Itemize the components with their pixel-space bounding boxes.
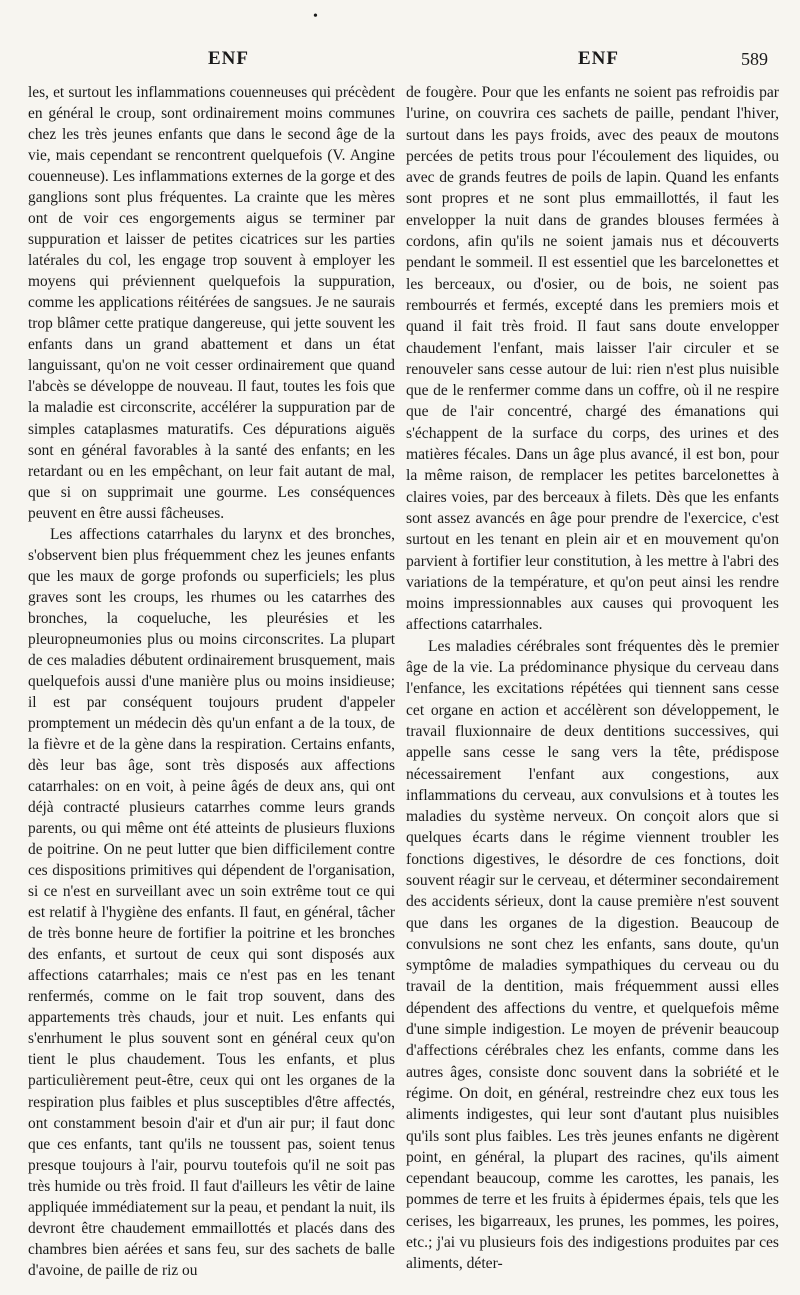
paragraph: Les affections catarrhales du larynx et des bronches, s'observent bien plus fréquemment chez les jeunes enfants que les maux de gorge profonds ou superficiels; les plus graves sont les croups, les rhumes ou les catarrhes des bronches, la coqueluche, les pleurésies et les pleuropneumonies plus ou moins circonscrites. La plupart de ces maladies débutent ordinairement brusquement, mais quelquefois aussi d'une manière plus ou moins insidieuse; il est par conséquent toujours prudent d'appeler promptement un médecin dès qu'un enfant a de la toux, de la fièvre et de la gène dans la respiration. Certains enfants, dès leur bas âge, sont très disposés aux affections catarrhales: on en voit, à peine âgés de deux ans, qui ont déjà contracté plusieurs catarrhes comme leurs grands parents, ou qui même ont été atteints de plusieurs fluxions de poitrine. On ne peut lutter que bien difficilement contre ces dispositions primitives qui dépendent de l'organisation, si ce n'est en surveillant avec un soin extrême tout ce qui est relatif à l'hygiène des enfants. Il faut, en général, tâcher de très bonne heure de fortifier la poitrine et les bronches des enfants, et surtout de ceux qui sont disposés aux affections catarrhales; mais ce n'est pas en les tenant renfermés, comme on le fait trop souvent, dans des appartements très chauds, jour et nuit. Les enfants qui s'enrhument le plus souvent sont en général ceux qu'on tient le plus chaudement. Tous les enfants, et plus particulièrement peut-être, ceux qui ont les organes de la respiration plus faibles et plus susceptibles d'être affectés, ont constamment besoin d'air et d'un air pur; il faut donc que ces enfants, tant qu'ils ne toussent pas, soient tenus presque toujours à l'air, pourvu toutefois qu'il ne soit pas très humide ou très froid. Il faut d'ailleurs les vêtir de laine appliquée immédiatement sur la peau, et pendant la nuit, ils devront être chaudement emmaillottés et placés dans des chambres bien aérées et sans feu, sur des sachets de balle d'avoine, de paille de riz ou <box>28 525 395 1279</box>
paragraph: Les maladies cérébrales sont fréquentes dès le premier âge de la vie. La prédominance physique du cerveau dans l'enfance, les excitations répétées qui tiennent sans cesse cet organe en action et accélèrent son développement, le travail fluxionnaire de deux dentitions successives, qui appelle sans cesse le sang vers la tête, prédispose nécessairement l'enfant aux congestions, aux inflammations du cerveau, aux convulsions et à toutes les maladies du système nerveux. On conçoit alors que si quelques écarts dans le régime viennent troubler les fonctions digestives, le désordre de ces fonctions, doit souvent réagir sur le cerveau, et déterminer secondairement des accidents sérieux, dont la cause première n'est souvent que dans les organes de la digestion. Beaucoup de convulsions ne sont chez les enfants, sans doute, qu'un symptôme de maladies sympathiques du cerveau ou du travail de la dentition, mais fréquemment aussi elles dépendent des affections du ventre, et quelquefois même d'une simple indigestion. Le moyen de prévenir beaucoup d'affections cérébrales chez les enfants, comme dans les autres âges, consiste donc souvent dans la sobriété et le régime. On doit, en général, restreindre chez eux tous les aliments indigestes, qui leur sont d'autant plus nuisibles qu'ils sont plus faibles. Les très jeunes enfants ne digèrent point, en général, la plupart des racines, qu'ils aiment cependant beaucoup, comme les carottes, les panais, les pommes de terre et les fruits à épidermes épais, tels que les cerises, les bigarreaux, les prunes, les pommes, les poires, etc.; j'ai vu plusieurs fois des indigestions produites par ces aliments, déter- <box>406 637 779 1273</box>
paragraph: les, et surtout les inflammations couenneuses qui précèdent en général le croup, sont ordinairement moins communes chez les très jeunes enfants que dans le second âge de la vie, mais cependant se rencontrent quelquefois (V. Angine couenneuse). Les inflammations externes de la gorge et des ganglions sont plus fréquentes. La crainte que les mères ont de voir ces engorgements aigus se terminer par suppuration et laisser de petites cicatrices sur les parties latérales du col, les engage trop souvent à employer les moyens qui préviennent quelquefois la suppuration, comme les applications réitérées de sangsues. Je ne saurais trop blâmer cette pratique dangereuse, qui jette souvent les enfants dans un grand abattement et dans un état languissant, qu'on ne voit cesser ordinairement que quand l'abcès se développe de nouveau. Il faut, toutes les fois que la maladie est circonscrite, accélérer la suppuration par de simples cataplasmes maturatifs. Ces dépurations aiguës sont en général favorables à la santé des enfants; en les retardant ou en les empêchant, on leur fait autant de mal, que si on supprimait une gourme. Les conséquences peuvent en être aussi fâcheuses. <box>28 84 395 522</box>
page-number: 589 <box>741 49 768 69</box>
running-head-right: ENF <box>578 48 619 69</box>
top-mark: • <box>313 9 318 24</box>
paragraph: de fougère. Pour que les enfants ne soient pas refroidis par l'urine, on couvrira ces sachets de paille, pendant l'hiver, surtout dans les pays froids, avec des peaux de moutons percées de petits trous pour l'écoulement des liquides, ou avec de grands feutres de poils de lapin. Quand les enfants sont propres et ne sont plus emmaillottés, il faut les envelopper la nuit dans de grandes blouses fermées à cordons, afin qu'ils ne soient jamais nus et découverts pendant le sommeil. Il est essentiel que les barcelonettes et les berceaux, ou d'osier, ou de bois, ne soient pas rembourrés et fermés, excepté dans les premiers mois et quand il fait très froid. Il faut sans doute envelopper chaudement l'enfant, mais laisser l'air circuler et se renouveler sans cesse autour de lui: rien n'est plus nuisible que de le renfermer comme dans un coffre, où il ne respire que de l'air concentré, chargé des émanations qui s'échappent de la surface du corps, des urines et des matières fécales. Dans un âge plus avancé, il est bon, pour la même raison, de remplacer les petites barcelonettes à claires voies, par des berceaux à filets. Dès que les enfants sont assez avancés en âge pour prendre de l'exercice, c'est surtout en les tenant en plein air et en mouvement qu'on parvient à fortifier leur constitution, à les mettre à l'abri des variations de la température, et qu'on peut ainsi les rendre moins impressionnables aux causes qui provoquent les affections catarrhales. <box>406 84 779 634</box>
right-column <box>406 82 779 1275</box>
running-head-left: ENF <box>208 48 249 69</box>
left-column <box>28 82 395 1281</box>
